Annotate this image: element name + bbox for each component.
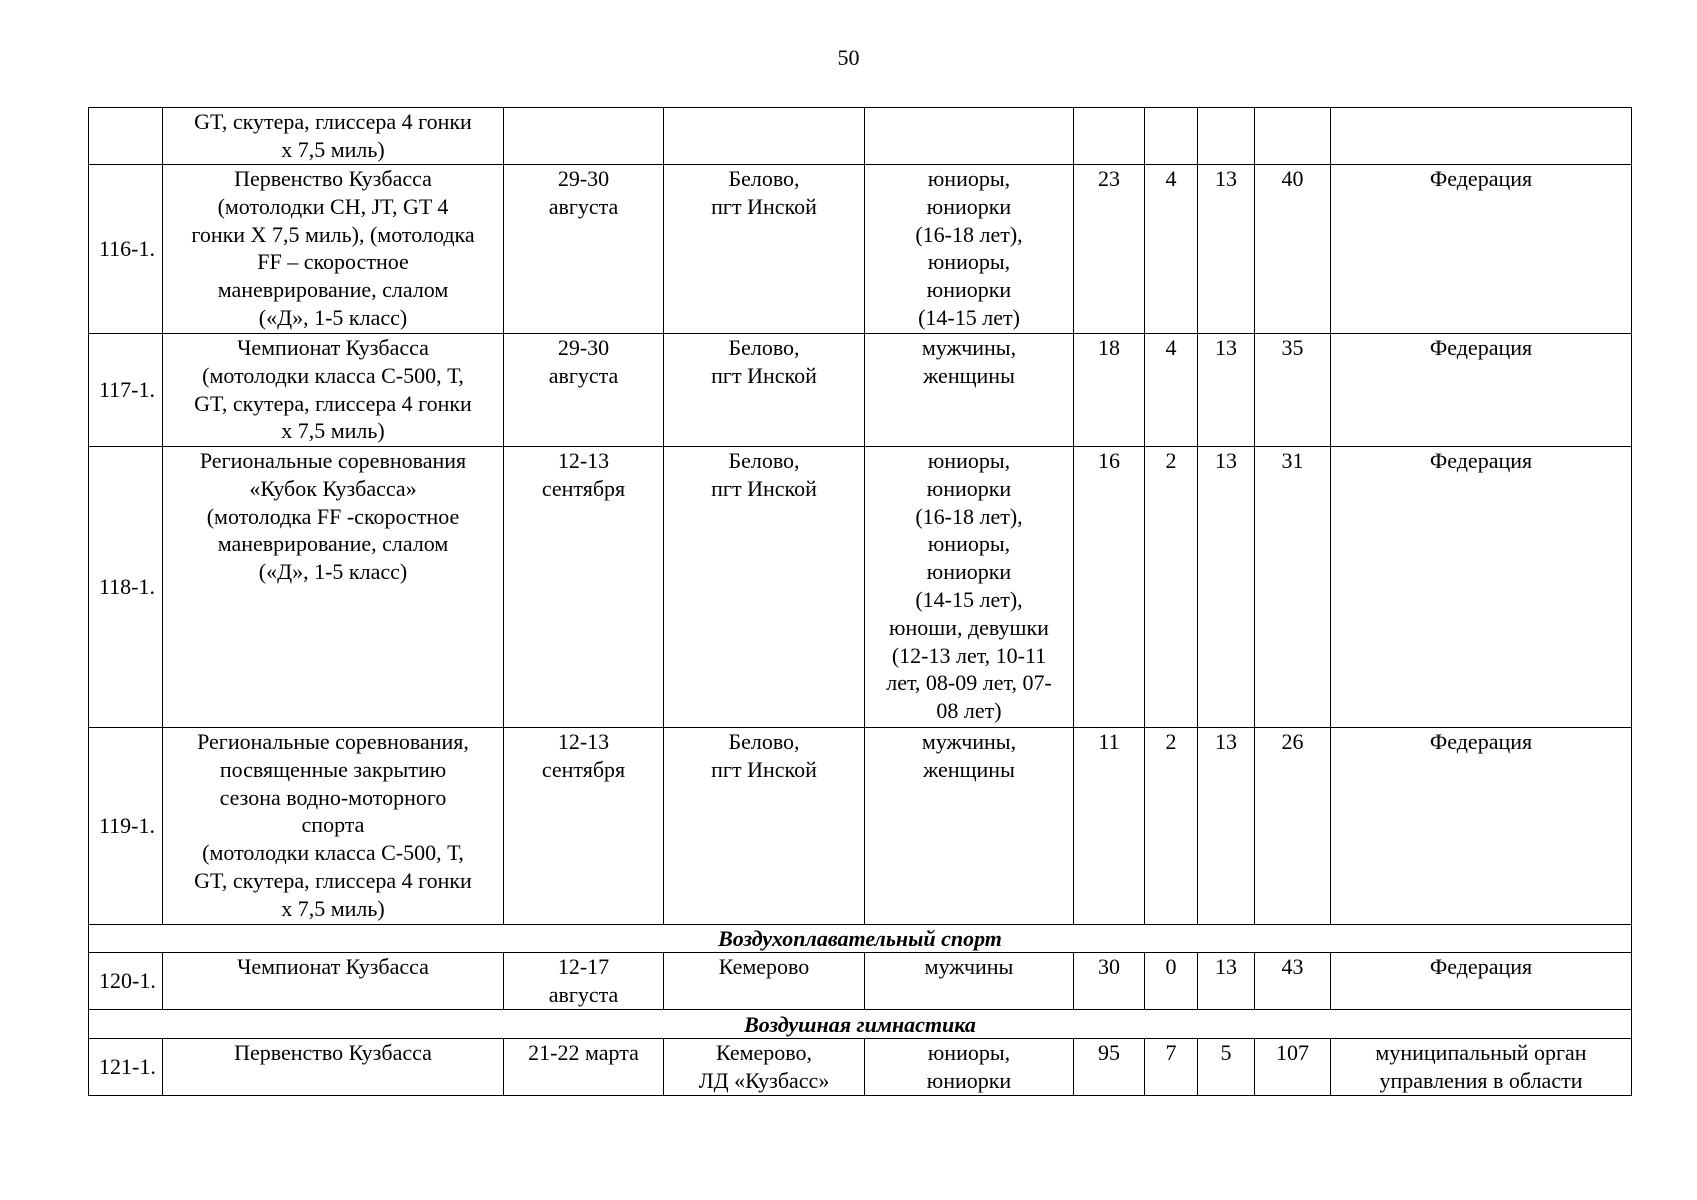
- organizer: Федерация: [1331, 447, 1632, 728]
- event-name: Чемпионат Кузбасса (мотолодки класса С-500, Т, GT, скутера, глиссера 4 гонки х 7,5 миль): [163, 334, 504, 447]
- participant-category: юниоры, юниорки (16-18 лет), юниоры, юниорки (14-15 лет), юноши, девушки (12-13 лет, 10-11 лет, 08-09 лет, 07- 08 лет): [865, 447, 1074, 728]
- event-date: 29-30 августа: [504, 165, 664, 334]
- table-row: [89, 165, 1632, 334]
- organizer: Федерация: [1331, 165, 1632, 334]
- count-col-3: 13: [1198, 728, 1255, 925]
- event-place: Кемерово: [664, 953, 865, 1010]
- count-col-2: 0: [1145, 953, 1198, 1010]
- count-col-2: 2: [1145, 728, 1198, 925]
- count-col-3: [1198, 108, 1255, 165]
- event-name: Чемпионат Кузбасса: [163, 953, 504, 1010]
- table-row: [89, 728, 1632, 925]
- event-date: 12-13 сентября: [504, 728, 664, 925]
- row-number: 117-1.: [89, 334, 163, 447]
- event-date: 12-13 сентября: [504, 447, 664, 728]
- section-heading: Воздухоплавательный спорт: [89, 925, 1632, 953]
- organizer: Федерация: [1331, 334, 1632, 447]
- event-name: Региональные соревнования, посвященные закрытию сезона водно-моторного спорта (мотолодки класса С-500, Т, GT, скутера, глиссера 4 гонки х 7,5 миль): [163, 728, 504, 925]
- participant-category: мужчины, женщины: [865, 728, 1074, 925]
- event-date: [504, 108, 664, 165]
- event-place: Белово, пгт Инской: [664, 728, 865, 925]
- row-number: 120-1.: [89, 953, 163, 1010]
- table-row: [89, 953, 1632, 1010]
- event-place: Белово, пгт Инской: [664, 334, 865, 447]
- table-row: [89, 108, 1632, 165]
- count-col-3: 13: [1198, 165, 1255, 334]
- table-row: [89, 334, 1632, 447]
- row-number: 121-1.: [89, 1039, 163, 1096]
- row-number: 118-1.: [89, 447, 163, 728]
- event-place: Кемерово, ЛД «Кузбасс»: [664, 1039, 865, 1096]
- count-col-2: 4: [1145, 165, 1198, 334]
- participant-category: мужчины, женщины: [865, 334, 1074, 447]
- event-name: GT, скутера, глиссера 4 гонки х 7,5 миль): [163, 108, 504, 165]
- event-name: Первенство Кузбасса: [163, 1039, 504, 1096]
- count-total: 43: [1255, 953, 1331, 1010]
- count-total: [1255, 108, 1331, 165]
- count-total: 31: [1255, 447, 1331, 728]
- row-number: [89, 108, 163, 165]
- row-number: 116-1.: [89, 165, 163, 334]
- count-col-1: 30: [1074, 953, 1145, 1010]
- event-date: 12-17 августа: [504, 953, 664, 1010]
- event-date: 21-22 марта: [504, 1039, 664, 1096]
- page-number: 50: [837, 45, 860, 70]
- organizer: муниципальный орган управления в области: [1331, 1039, 1632, 1096]
- count-col-1: 23: [1074, 165, 1145, 334]
- event-date: 29-30 августа: [504, 334, 664, 447]
- participant-category: [865, 108, 1074, 165]
- count-col-2: 2: [1145, 447, 1198, 728]
- participant-category: мужчины: [865, 953, 1074, 1010]
- count-total: 107: [1255, 1039, 1331, 1096]
- count-col-1: 16: [1074, 447, 1145, 728]
- row-number: 119-1.: [89, 728, 163, 925]
- events-table: [88, 107, 1632, 1096]
- event-place: Белово, пгт Инской: [664, 165, 865, 334]
- count-total: 26: [1255, 728, 1331, 925]
- count-col-1: 95: [1074, 1039, 1145, 1096]
- count-col-2: 7: [1145, 1039, 1198, 1096]
- count-col-1: 18: [1074, 334, 1145, 447]
- organizer: [1331, 108, 1632, 165]
- table-row: [89, 1039, 1632, 1096]
- count-col-3: 5: [1198, 1039, 1255, 1096]
- organizer: Федерация: [1331, 953, 1632, 1010]
- count-total: 40: [1255, 165, 1331, 334]
- participant-category: юниоры, юниорки (16-18 лет), юниоры, юниорки (14-15 лет): [865, 165, 1074, 334]
- count-col-3: 13: [1198, 953, 1255, 1010]
- event-name: Региональные соревнования «Кубок Кузбасса» (мотолодка FF -скоростное маневрирование, слалом («Д», 1-5 класс): [163, 447, 504, 728]
- organizer: Федерация: [1331, 728, 1632, 925]
- count-col-3: 13: [1198, 334, 1255, 447]
- count-col-1: 11: [1074, 728, 1145, 925]
- count-col-2: [1145, 108, 1198, 165]
- participant-category: юниоры, юниорки: [865, 1039, 1074, 1096]
- section-row: [89, 1010, 1632, 1039]
- section-row: [89, 925, 1632, 953]
- table-row: [89, 447, 1632, 728]
- count-col-3: 13: [1198, 447, 1255, 728]
- event-place: [664, 108, 865, 165]
- event-place: Белово, пгт Инской: [664, 447, 865, 728]
- count-col-1: [1074, 108, 1145, 165]
- count-col-2: 4: [1145, 334, 1198, 447]
- count-total: 35: [1255, 334, 1331, 447]
- section-heading: Воздушная гимнастика: [89, 1010, 1632, 1039]
- event-name: Первенство Кузбасса (мотолодки СН, JT, GT 4 гонки Х 7,5 миль), (мотолодка FF – скоростное маневрирование, слалом («Д», 1-5 класс): [163, 165, 504, 334]
